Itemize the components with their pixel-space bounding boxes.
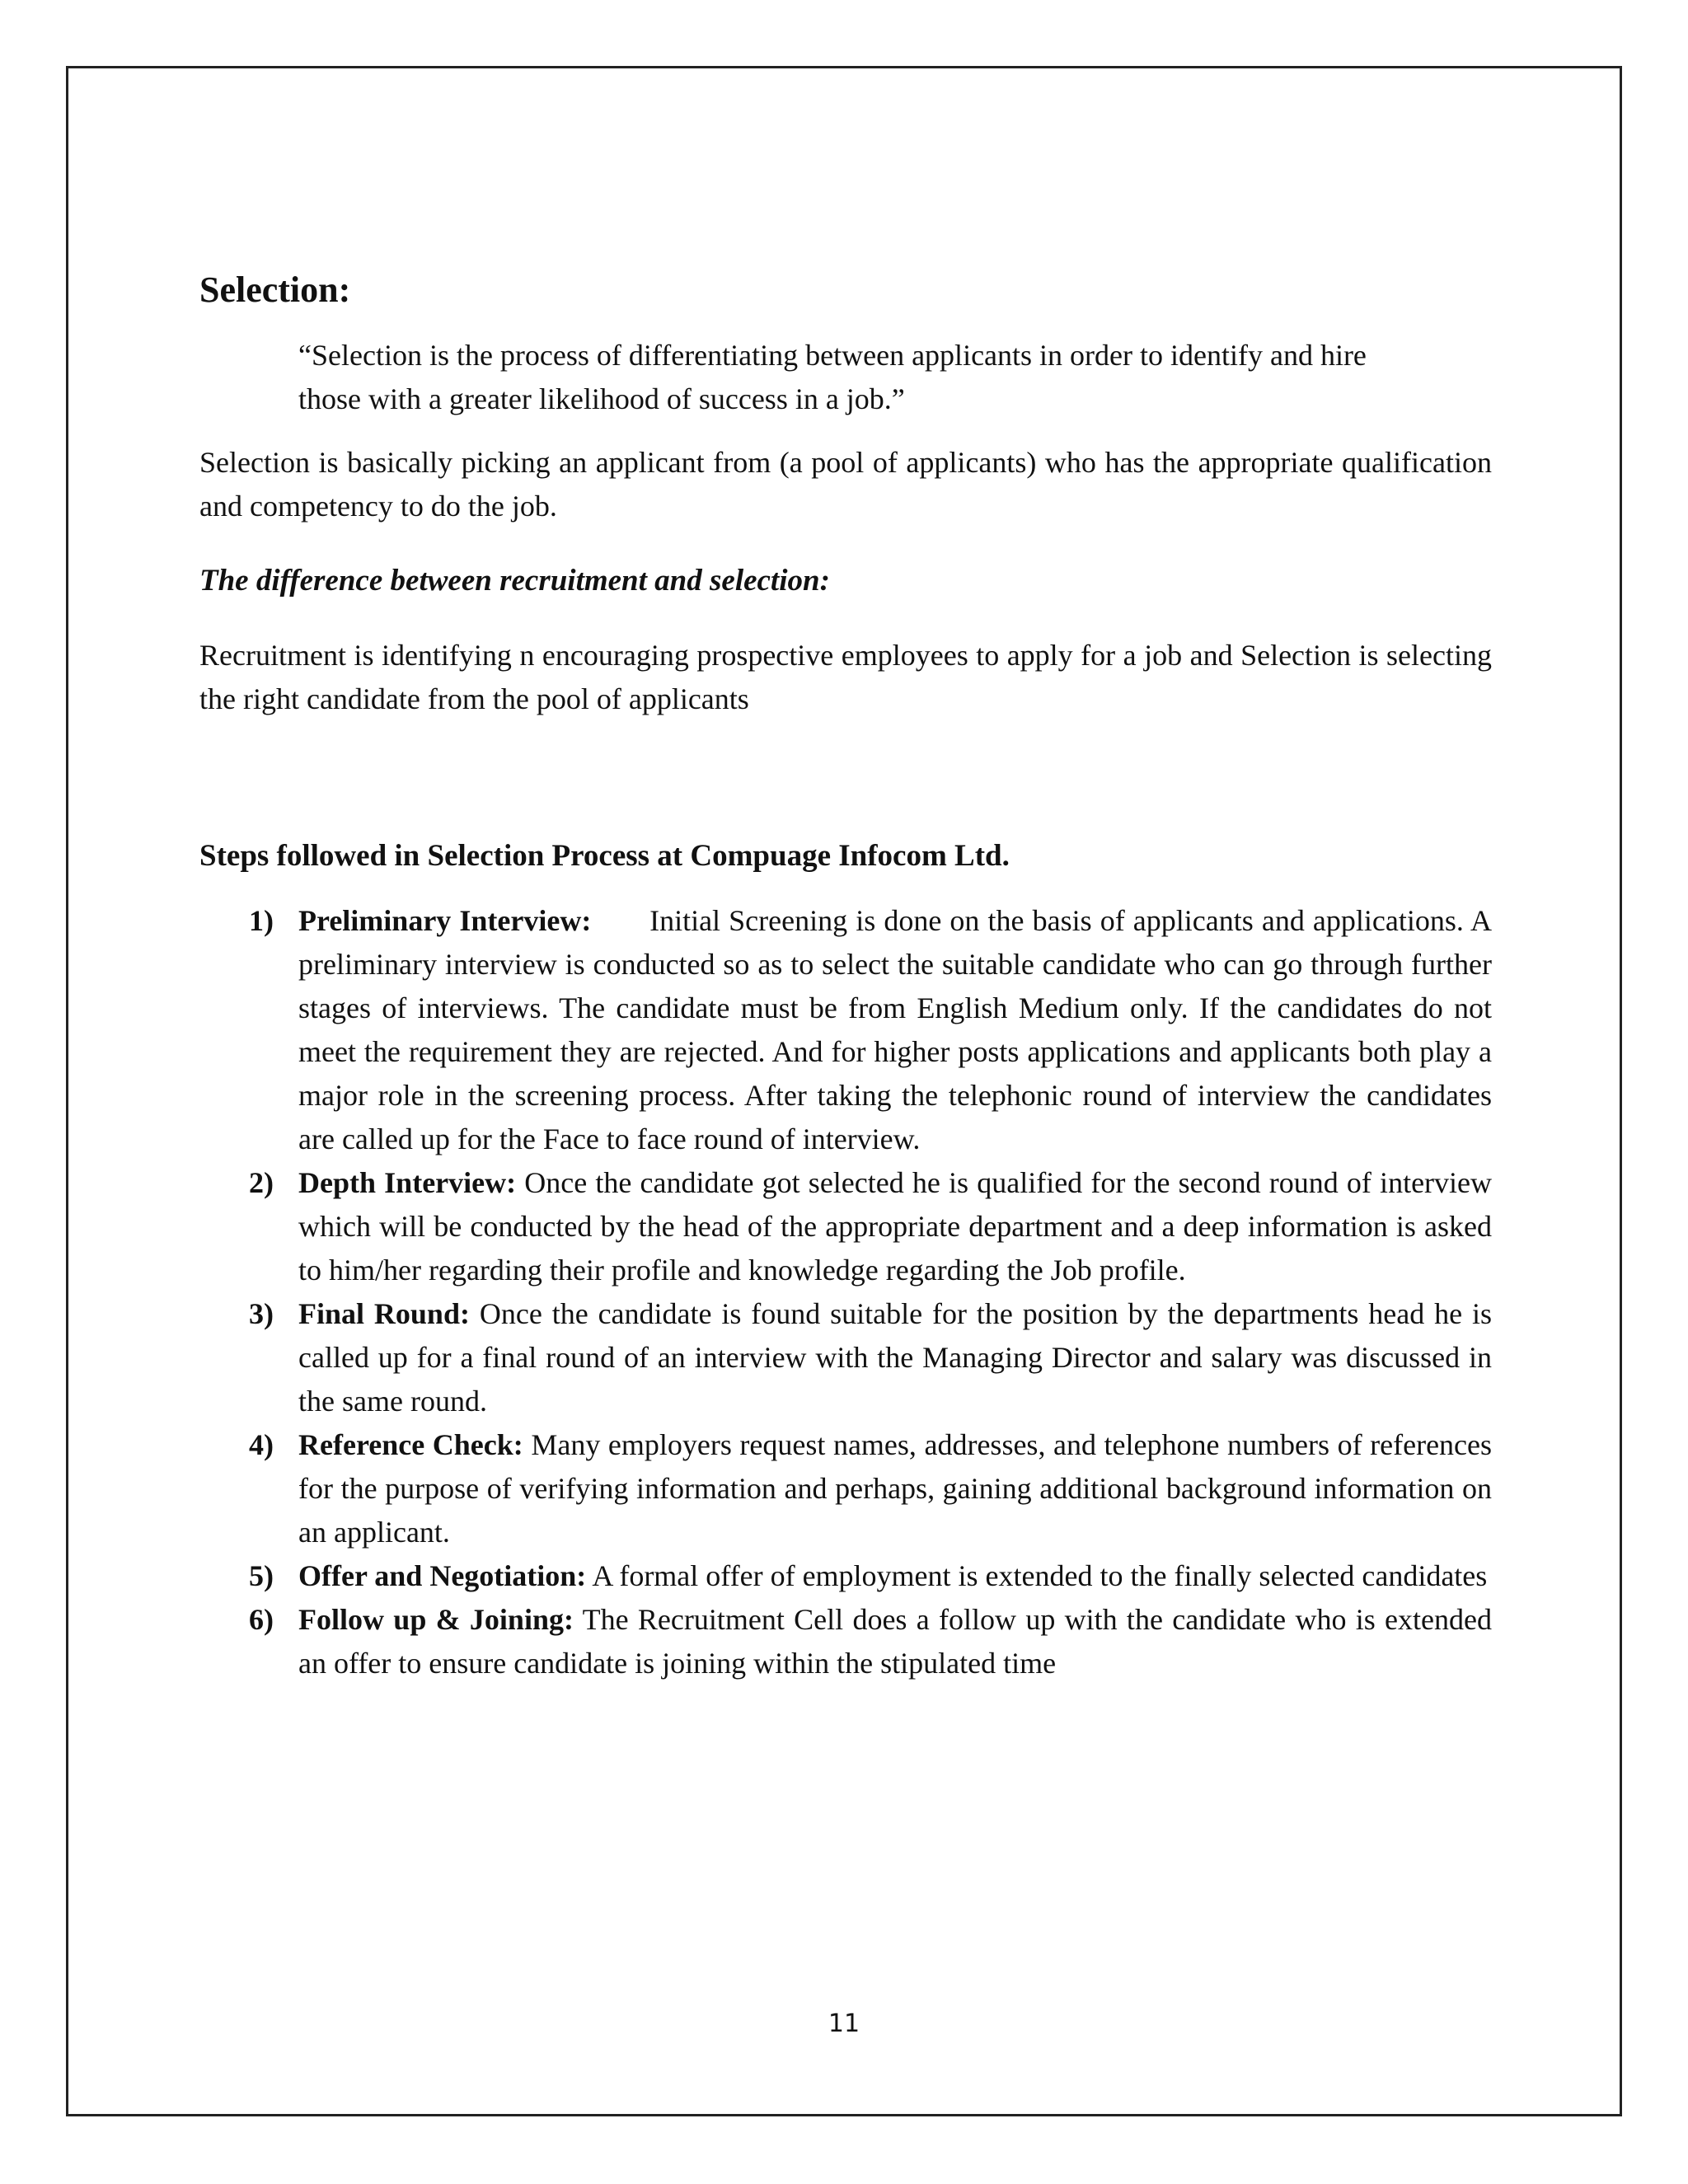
selection-quote: “Selection is the process of differentiating between applicants in order to identify and hire those with a greater likelihood of success in a job.” — [298, 338, 1367, 415]
step-title: Depth Interview: — [298, 1165, 517, 1199]
step-item — [199, 1598, 1492, 1685]
step-item — [199, 899, 1492, 1161]
step-title: Final Round: — [298, 1296, 470, 1330]
step-item — [199, 1554, 1492, 1598]
steps-list — [199, 899, 1492, 1685]
step-number: 6) — [249, 1602, 274, 1636]
step-title: Preliminary Interview: — [298, 903, 592, 937]
step-text: Many employers request names, addresses, and telephone numbers of references for the purpose of verifying information and perhaps, gaining additional background information on an applicant. — [298, 1427, 1493, 1549]
step-number: 4) — [249, 1427, 274, 1461]
page-number: 11 — [828, 2009, 860, 2038]
step-item — [199, 1423, 1492, 1554]
step-text: The Recruitment Cell does a follow up with the candidate who is extended an offer to ensure candidate is joining within the stipulated time — [298, 1602, 1492, 1680]
difference-heading: The difference between recruitment and selection: — [199, 563, 830, 598]
step-text: Once the candidate got selected he is qualified for the second round of interview which will be conducted by the head of the appropriate department and a deep information is asked to him/her regarding their profile and knowledge regarding the Job profile. — [298, 1165, 1493, 1286]
step-title: Offer and Negotiation: — [298, 1558, 587, 1592]
step-number: 1) — [249, 903, 274, 937]
selection-definition: Selection is basically picking an applicant from (a pool of applicants) who has the appropriate qualification and competency to do the job. — [199, 445, 1492, 523]
step-number: 2) — [249, 1165, 274, 1199]
steps-heading: Steps followed in Selection Process at Compuage Infocom Ltd. — [199, 838, 1010, 873]
step-item — [199, 1161, 1492, 1292]
step-title: Reference Check: — [298, 1427, 523, 1461]
difference-text: Recruitment is identifying n encouraging prospective employees to apply for a job and Selection is selecting the right candidate from the pool of applicants — [199, 638, 1492, 715]
step-item — [199, 1292, 1492, 1423]
step-text: Once the candidate is found suitable for the position by the departments head he is called up for a final round of an interview with the Managing Director and salary was discussed in the same round. — [298, 1296, 1492, 1418]
step-text: Initial Screening is done on the basis of applicants and applications. A preliminary interview is conducted so as to select the suitable candidate who can go through further stages of interviews. The candidate must be from English Medium only. If the candidates do not meet the requirement they are rejected. And for higher posts applications and applicants both play a major role in the screening process. After taking the telephonic round of interview the candidates are called up for the Face to face round of interview. — [298, 903, 1493, 1155]
step-text: A formal offer of employment is extended to the finally selected candidates — [592, 1558, 1488, 1592]
section-title: Selection: — [199, 269, 351, 310]
step-number: 5) — [249, 1558, 274, 1592]
document-body — [199, 269, 1492, 1685]
step-title: Follow up & Joining: — [298, 1602, 574, 1636]
step-number: 3) — [249, 1296, 274, 1330]
